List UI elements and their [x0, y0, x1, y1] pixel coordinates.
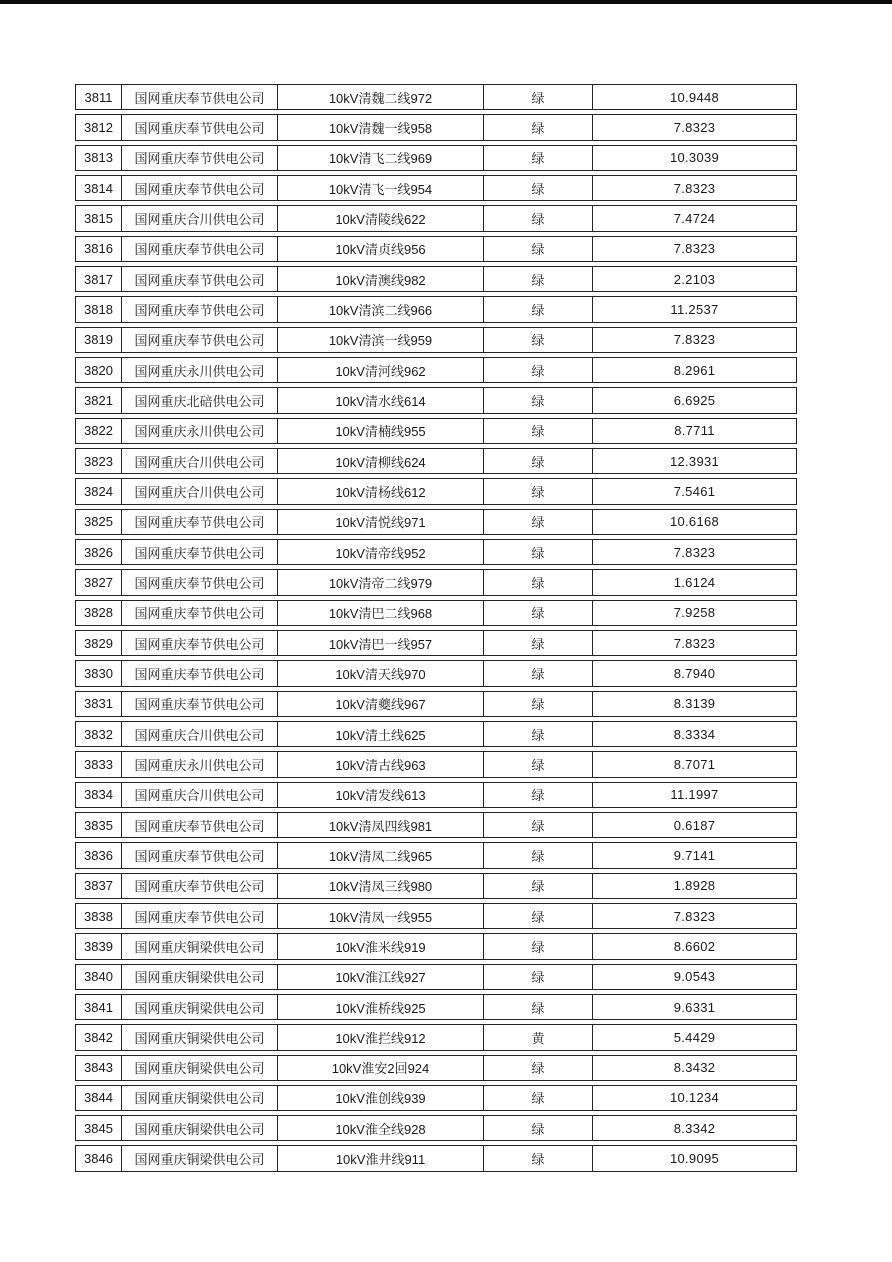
company-cell: 国网重庆永川供电公司 [122, 751, 278, 777]
line-name-cell: 10kV淮拦线912 [278, 1024, 484, 1050]
company-cell: 国网重庆铜梁供电公司 [122, 1115, 278, 1141]
value-cell: 7.8323 [593, 539, 797, 565]
table-row [75, 1085, 797, 1111]
status-cell: 绿 [484, 236, 593, 262]
row-index-cell: 3811 [75, 84, 122, 110]
line-name-cell: 10kV清天线970 [278, 660, 484, 686]
value-cell: 7.8323 [593, 903, 797, 929]
line-name-cell: 10kV清发线613 [278, 782, 484, 808]
row-index-cell: 3842 [75, 1024, 122, 1050]
row-index-cell: 3812 [75, 114, 122, 140]
value-cell: 9.7141 [593, 842, 797, 868]
table-row [75, 751, 797, 777]
row-index-cell: 3822 [75, 418, 122, 444]
status-cell: 绿 [484, 812, 593, 838]
table-row [75, 873, 797, 899]
row-index-cell: 3814 [75, 175, 122, 201]
value-cell: 12.3931 [593, 448, 797, 474]
status-cell: 绿 [484, 296, 593, 322]
status-cell: 绿 [484, 539, 593, 565]
line-name-cell: 10kV淮创线939 [278, 1085, 484, 1111]
value-cell: 8.3334 [593, 721, 797, 747]
table-row [75, 660, 797, 686]
company-cell: 国网重庆永川供电公司 [122, 418, 278, 444]
status-cell: 绿 [484, 357, 593, 383]
table-row [75, 842, 797, 868]
value-cell: 1.8928 [593, 873, 797, 899]
company-cell: 国网重庆奉节供电公司 [122, 114, 278, 140]
row-index-cell: 3836 [75, 842, 122, 868]
row-index-cell: 3841 [75, 994, 122, 1020]
status-cell: 绿 [484, 387, 593, 413]
value-cell: 7.8323 [593, 327, 797, 353]
line-name-cell: 10kV清巴二线968 [278, 600, 484, 626]
line-name-cell: 10kV清飞一线954 [278, 175, 484, 201]
value-cell: 8.2961 [593, 357, 797, 383]
company-cell: 国网重庆奉节供电公司 [122, 327, 278, 353]
table-row [75, 236, 797, 262]
value-cell: 0.6187 [593, 812, 797, 838]
status-cell: 绿 [484, 933, 593, 959]
company-cell: 国网重庆奉节供电公司 [122, 539, 278, 565]
company-cell: 国网重庆合川供电公司 [122, 448, 278, 474]
table-row [75, 418, 797, 444]
line-name-cell: 10kV清河线962 [278, 357, 484, 383]
company-cell: 国网重庆铜梁供电公司 [122, 1055, 278, 1081]
table-row [75, 296, 797, 322]
table-row [75, 1024, 797, 1050]
table-row [75, 782, 797, 808]
company-cell: 国网重庆北碚供电公司 [122, 387, 278, 413]
status-cell: 绿 [484, 721, 593, 747]
company-cell: 国网重庆铜梁供电公司 [122, 964, 278, 990]
line-name-cell: 10kV清飞二线969 [278, 145, 484, 171]
status-cell: 绿 [484, 569, 593, 595]
value-cell: 8.7071 [593, 751, 797, 777]
status-cell: 绿 [484, 418, 593, 444]
value-cell: 9.0543 [593, 964, 797, 990]
line-name-cell: 10kV清水线614 [278, 387, 484, 413]
table-row [75, 357, 797, 383]
status-cell: 绿 [484, 873, 593, 899]
line-name-cell: 10kV清凤一线955 [278, 903, 484, 929]
line-name-cell: 10kV淮桥线925 [278, 994, 484, 1020]
line-name-cell: 10kV淮米线919 [278, 933, 484, 959]
status-cell: 绿 [484, 327, 593, 353]
status-cell: 绿 [484, 903, 593, 929]
row-index-cell: 3843 [75, 1055, 122, 1081]
table-row [75, 1055, 797, 1081]
value-cell: 7.4724 [593, 205, 797, 231]
line-name-cell: 10kV清澳线982 [278, 266, 484, 292]
value-cell: 7.8323 [593, 630, 797, 656]
row-index-cell: 3845 [75, 1115, 122, 1141]
value-cell: 8.3139 [593, 691, 797, 717]
row-index-cell: 3834 [75, 782, 122, 808]
row-index-cell: 3828 [75, 600, 122, 626]
value-cell: 7.8323 [593, 114, 797, 140]
value-cell: 11.1997 [593, 782, 797, 808]
status-cell: 绿 [484, 994, 593, 1020]
line-name-cell: 10kV清古线963 [278, 751, 484, 777]
status-cell: 绿 [484, 84, 593, 110]
company-cell: 国网重庆奉节供电公司 [122, 873, 278, 899]
table-row [75, 1145, 797, 1171]
row-index-cell: 3837 [75, 873, 122, 899]
company-cell: 国网重庆奉节供电公司 [122, 691, 278, 717]
company-cell: 国网重庆奉节供电公司 [122, 600, 278, 626]
company-cell: 国网重庆铜梁供电公司 [122, 1085, 278, 1111]
line-name-cell: 10kV清凤二线965 [278, 842, 484, 868]
table-row [75, 569, 797, 595]
table-row [75, 630, 797, 656]
status-cell: 绿 [484, 964, 593, 990]
company-cell: 国网重庆铜梁供电公司 [122, 1145, 278, 1171]
company-cell: 国网重庆奉节供电公司 [122, 812, 278, 838]
table-row [75, 478, 797, 504]
line-name-cell: 10kV清土线625 [278, 721, 484, 747]
company-cell: 国网重庆奉节供电公司 [122, 145, 278, 171]
status-cell: 绿 [484, 600, 593, 626]
table-row [75, 600, 797, 626]
status-cell: 绿 [484, 1085, 593, 1111]
table-row [75, 933, 797, 959]
company-cell: 国网重庆合川供电公司 [122, 478, 278, 504]
value-cell: 10.9448 [593, 84, 797, 110]
status-cell: 绿 [484, 266, 593, 292]
line-name-cell: 10kV淮井线911 [278, 1145, 484, 1171]
status-cell: 绿 [484, 691, 593, 717]
value-cell: 8.7940 [593, 660, 797, 686]
status-cell: 绿 [484, 751, 593, 777]
company-cell: 国网重庆合川供电公司 [122, 721, 278, 747]
table-row [75, 721, 797, 747]
value-cell: 1.6124 [593, 569, 797, 595]
company-cell: 国网重庆奉节供电公司 [122, 630, 278, 656]
value-cell: 8.3432 [593, 1055, 797, 1081]
status-cell: 黄 [484, 1024, 593, 1050]
value-cell: 10.9095 [593, 1145, 797, 1171]
table-row [75, 903, 797, 929]
value-cell: 6.6925 [593, 387, 797, 413]
company-cell: 国网重庆奉节供电公司 [122, 266, 278, 292]
status-cell: 绿 [484, 145, 593, 171]
table-row [75, 175, 797, 201]
row-index-cell: 3824 [75, 478, 122, 504]
row-index-cell: 3825 [75, 509, 122, 535]
line-name-cell: 10kV清魏二线972 [278, 84, 484, 110]
row-index-cell: 3838 [75, 903, 122, 929]
line-name-cell: 10kV清陵线622 [278, 205, 484, 231]
line-name-cell: 10kV清凤三线980 [278, 873, 484, 899]
row-index-cell: 3832 [75, 721, 122, 747]
value-cell: 10.6168 [593, 509, 797, 535]
row-index-cell: 3818 [75, 296, 122, 322]
line-name-cell: 10kV清贞线956 [278, 236, 484, 262]
line-name-cell: 10kV清巴一线957 [278, 630, 484, 656]
line-name-cell: 10kV清帝二线979 [278, 569, 484, 595]
line-name-cell: 10kV淮安2回924 [278, 1055, 484, 1081]
table-row [75, 387, 797, 413]
row-index-cell: 3816 [75, 236, 122, 262]
row-index-cell: 3833 [75, 751, 122, 777]
table-row [75, 145, 797, 171]
table-row [75, 509, 797, 535]
company-cell: 国网重庆奉节供电公司 [122, 509, 278, 535]
company-cell: 国网重庆铜梁供电公司 [122, 933, 278, 959]
row-index-cell: 3813 [75, 145, 122, 171]
value-cell: 7.8323 [593, 175, 797, 201]
value-cell: 8.6602 [593, 933, 797, 959]
value-cell: 10.1234 [593, 1085, 797, 1111]
company-cell: 国网重庆合川供电公司 [122, 782, 278, 808]
row-index-cell: 3835 [75, 812, 122, 838]
row-index-cell: 3826 [75, 539, 122, 565]
table-row [75, 327, 797, 353]
company-cell: 国网重庆奉节供电公司 [122, 175, 278, 201]
table-row [75, 448, 797, 474]
company-cell: 国网重庆奉节供电公司 [122, 903, 278, 929]
value-cell: 7.8323 [593, 236, 797, 262]
row-index-cell: 3819 [75, 327, 122, 353]
status-cell: 绿 [484, 478, 593, 504]
company-cell: 国网重庆奉节供电公司 [122, 660, 278, 686]
table-row [75, 266, 797, 292]
value-cell: 8.7711 [593, 418, 797, 444]
status-cell: 绿 [484, 1145, 593, 1171]
line-name-cell: 10kV清魏一线958 [278, 114, 484, 140]
table-row [75, 691, 797, 717]
row-index-cell: 3827 [75, 569, 122, 595]
row-index-cell: 3846 [75, 1145, 122, 1171]
line-name-cell: 10kV清柳线624 [278, 448, 484, 474]
row-index-cell: 3817 [75, 266, 122, 292]
table-row [75, 964, 797, 990]
data-table [75, 84, 797, 1172]
line-name-cell: 10kV清帝线952 [278, 539, 484, 565]
row-index-cell: 3840 [75, 964, 122, 990]
row-index-cell: 3844 [75, 1085, 122, 1111]
company-cell: 国网重庆奉节供电公司 [122, 236, 278, 262]
status-cell: 绿 [484, 448, 593, 474]
company-cell: 国网重庆奉节供电公司 [122, 569, 278, 595]
value-cell: 11.2537 [593, 296, 797, 322]
line-name-cell: 10kV淮江线927 [278, 964, 484, 990]
value-cell: 7.5461 [593, 478, 797, 504]
row-index-cell: 3815 [75, 205, 122, 231]
status-cell: 绿 [484, 630, 593, 656]
line-name-cell: 10kV清楠线955 [278, 418, 484, 444]
value-cell: 10.3039 [593, 145, 797, 171]
row-index-cell: 3823 [75, 448, 122, 474]
line-name-cell: 10kV淮全线928 [278, 1115, 484, 1141]
value-cell: 5.4429 [593, 1024, 797, 1050]
table-row [75, 205, 797, 231]
line-name-cell: 10kV清滨一线959 [278, 327, 484, 353]
company-cell: 国网重庆铜梁供电公司 [122, 1024, 278, 1050]
value-cell: 2.2103 [593, 266, 797, 292]
table-row [75, 994, 797, 1020]
line-name-cell: 10kV清滨二线966 [278, 296, 484, 322]
row-index-cell: 3821 [75, 387, 122, 413]
line-name-cell: 10kV清悦线971 [278, 509, 484, 535]
company-cell: 国网重庆奉节供电公司 [122, 842, 278, 868]
line-name-cell: 10kV清杨线612 [278, 478, 484, 504]
status-cell: 绿 [484, 782, 593, 808]
table-row [75, 1115, 797, 1141]
company-cell: 国网重庆铜梁供电公司 [122, 994, 278, 1020]
table-row [75, 114, 797, 140]
value-cell: 8.3342 [593, 1115, 797, 1141]
table-row [75, 84, 797, 110]
table-row [75, 812, 797, 838]
company-cell: 国网重庆合川供电公司 [122, 205, 278, 231]
company-cell: 国网重庆奉节供电公司 [122, 296, 278, 322]
value-cell: 9.6331 [593, 994, 797, 1020]
company-cell: 国网重庆永川供电公司 [122, 357, 278, 383]
row-index-cell: 3820 [75, 357, 122, 383]
row-index-cell: 3829 [75, 630, 122, 656]
status-cell: 绿 [484, 114, 593, 140]
company-cell: 国网重庆奉节供电公司 [122, 84, 278, 110]
status-cell: 绿 [484, 509, 593, 535]
status-cell: 绿 [484, 205, 593, 231]
status-cell: 绿 [484, 1055, 593, 1081]
table-row [75, 539, 797, 565]
line-name-cell: 10kV清凤四线981 [278, 812, 484, 838]
status-cell: 绿 [484, 842, 593, 868]
status-cell: 绿 [484, 175, 593, 201]
row-index-cell: 3831 [75, 691, 122, 717]
row-index-cell: 3830 [75, 660, 122, 686]
status-cell: 绿 [484, 660, 593, 686]
scan-top-edge-bar [0, 0, 892, 4]
row-index-cell: 3839 [75, 933, 122, 959]
value-cell: 7.9258 [593, 600, 797, 626]
line-name-cell: 10kV清夔线967 [278, 691, 484, 717]
status-cell: 绿 [484, 1115, 593, 1141]
